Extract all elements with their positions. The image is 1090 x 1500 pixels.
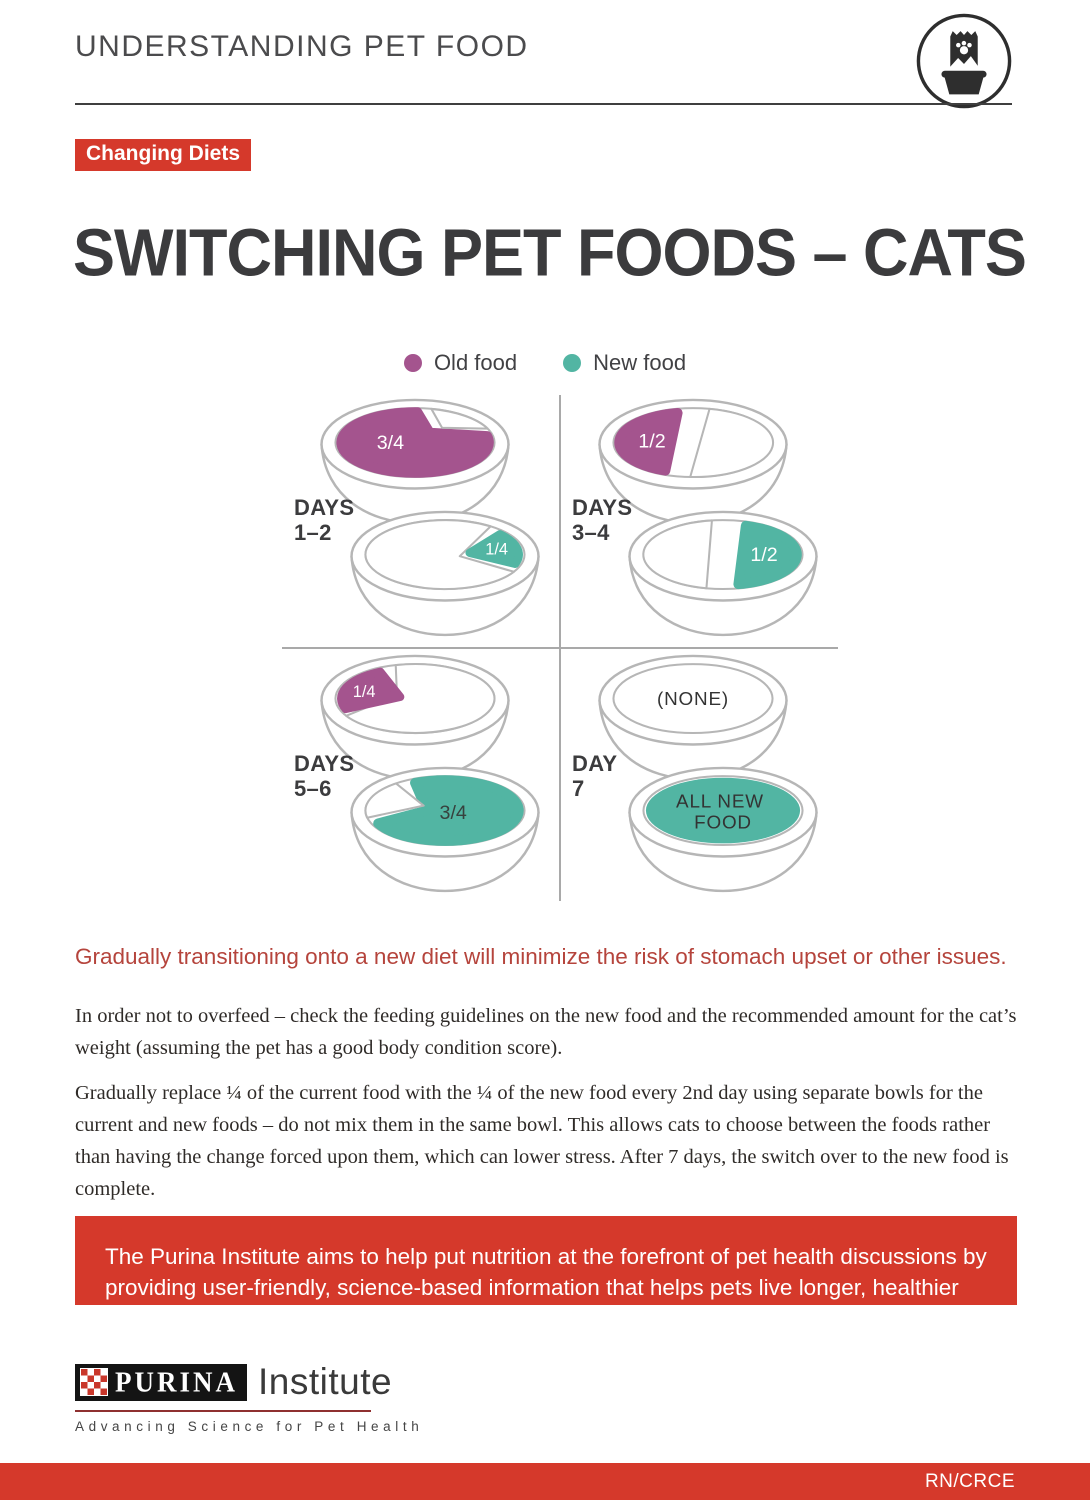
old-food-dot-icon (404, 354, 422, 372)
page-header-title: UNDERSTANDING PET FOOD (75, 30, 529, 63)
section-badge: Changing Diets (75, 139, 251, 171)
transition-diagram (282, 393, 838, 903)
purina-wordmark (75, 1364, 247, 1401)
fraction-label: 3/4 (439, 801, 467, 824)
paragraph-1: In order not to overfeed – check the feeding guidelines on the new food and the recommended amount for the cat’s weight (assuming the pet has a good body condition score). (75, 1005, 1017, 1059)
legend (0, 350, 1090, 376)
day-label-days-1-2: DAYS 1–2 (294, 495, 355, 545)
all-new-food-label: ALL NEW FOOD (676, 790, 764, 833)
purina-brand-text: PURINA (115, 1365, 238, 1398)
institute-text: Institute (258, 1361, 393, 1402)
purina-checkerboard-icon (80, 1368, 108, 1396)
fraction-label: 1/4 (352, 682, 376, 701)
day-label-day-7: DAY 7 (572, 751, 618, 801)
legend-label: Old food (433, 350, 518, 375)
purina-institute-callout: The Purina Institute aims to help put nutrition at the forefront of pet health discussions by providing user-friendly, science-based information that helps pets live longer, healthier lives. (75, 1216, 1017, 1305)
quadrant-day-7 (560, 649, 838, 903)
quadrant-days-5-6 (282, 649, 560, 903)
fraction-label: 1/2 (750, 544, 778, 567)
paragraph-2: Gradually replace ¼ of the current food with the ¼ of the new food every 2nd day using separate bowls for the current and new foods – do not mix them in the same bowl. This allows cats to choose between the foods rather than having the change forced upon them, which can lower stress. After 7 days, the switch over to the new food is complete. (75, 1082, 1009, 1200)
purina-institute-logo (75, 1361, 423, 1434)
day-label-days-5-6: DAYS 5–6 (294, 751, 355, 801)
day-label-days-3-4: DAYS 3–4 (572, 495, 633, 545)
pet-food-bag-icon (915, 12, 1013, 110)
footer-code: RN/CRCE (924, 1470, 1015, 1492)
fraction-label: 1/2 (638, 430, 666, 453)
fraction-label: 3/4 (376, 432, 405, 455)
new-food-dot-icon (563, 354, 581, 372)
fraction-label: 1/4 (485, 540, 509, 559)
page-title: SWITCHING PET FOODS – CATS (73, 216, 1026, 291)
logo-divider (75, 1410, 371, 1412)
quadrant-days-1-2 (282, 393, 560, 647)
logo-tagline: Advancing Science for Pet Health (75, 1419, 424, 1434)
legend-label: New food (593, 350, 687, 375)
header-divider (75, 103, 1012, 105)
highlight-sentence: Gradually transitioning onto a new diet will minimize the risk of stomach upset or other issues. (75, 944, 1007, 969)
quadrant-days-3-4 (560, 393, 838, 647)
legend-item-new-food (563, 350, 686, 376)
legend-item-old-food (404, 350, 517, 376)
footer-bar (0, 1463, 1090, 1500)
none-label: (NONE) (657, 688, 729, 710)
